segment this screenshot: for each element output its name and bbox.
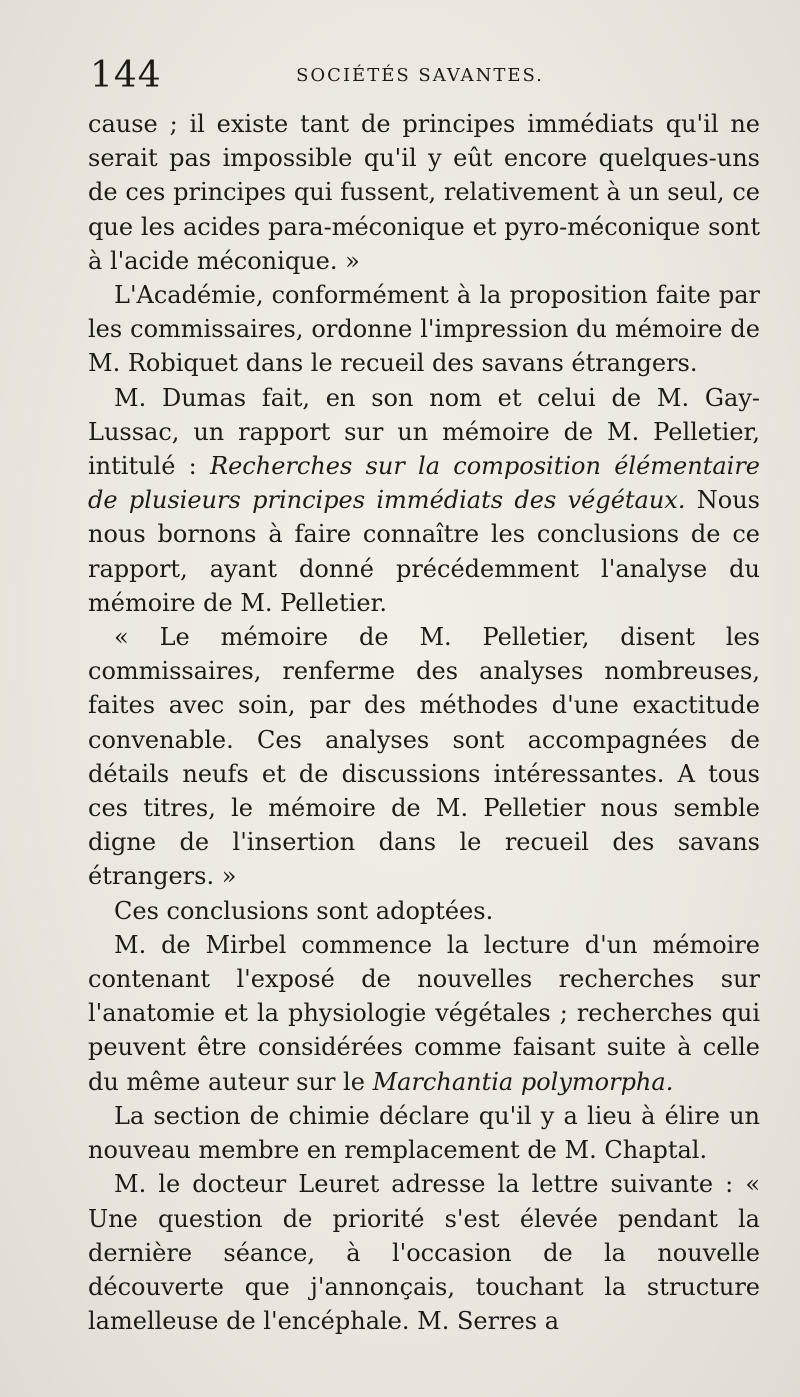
paragraph: [88, 1099, 760, 1167]
italic-text: Marchantia polymorpha.: [372, 1067, 674, 1096]
paragraph-text: cause ; il existe tant de principes immédiats qu'il ne serait pas impossible qu'il y eût encore quelques-uns de ces principes qui fussent, relativement à un seul, ce que les acides para-méconique et pyro-méconique sont à l'acide méconique. »: [88, 110, 760, 275]
paragraph: [88, 1167, 760, 1338]
paragraph-text: Ces conclusions sont adoptées.: [114, 896, 494, 925]
paragraph-text: Nous nous bornons à faire connaître les conclusions de ce rapport, ayant donné précédemment l'analyse du mémoire de M. Pelletier.: [88, 486, 760, 617]
paragraph-text: M. le docteur Leuret adresse la lettre suivante : « Une question de priorité s'est élevée pendant la dernière séance, à l'occasion de la nouvelle découverte que j'annonçais, touchant la structure lamelleuse de l'encéphale. M. Serres a: [88, 1170, 760, 1336]
paragraph: [88, 278, 760, 381]
paragraph-text: M. Dumas fait, en son nom et celui de M. Gay-Lussac, un rapport sur un mémoire de M. Pelletier, intitulé :: [88, 383, 760, 481]
paragraph: [88, 381, 760, 620]
page-header: [90, 50, 750, 110]
paragraph-text: L'Académie, conformément à la proposition faite par les commissaires, ordonne l'impression du mémoire de M. Robiquet dans le recueil des savans étrangers.: [88, 281, 760, 378]
paragraph: [88, 928, 760, 1099]
paragraph: [88, 107, 760, 278]
paragraph-text: M. de Mirbel commence la lecture d'un mémoire contenant l'exposé de nouvelles recherches sur l'anatomie et la physiologie végétales ; recherches qui peuvent être considérées comme faisant suite à celle du même auteur sur le: [88, 930, 760, 1096]
paragraph: [88, 894, 760, 928]
body-text: [88, 107, 760, 1338]
paragraph: [88, 620, 760, 894]
page-number: 144: [90, 55, 162, 96]
paragraph-text: « Le mémoire de M. Pelletier, disent les commissaires, renferme des analyses nombreuses, faites avec soin, par des méthodes d'une exactitude convenable. Ces analyses sont accompagnées de détails neufs et de discussions intéressantes. A tous ces titres, le mémoire de M. Pelletier nous semble digne de l'insertion dans le recueil des savans étrangers. »: [88, 623, 760, 891]
italic-text: Recherches sur la composition élémentaire de plusieurs principes immédiats des végétaux.: [88, 452, 761, 515]
running-head: SOCIÉTÉS SAVANTES.: [296, 65, 544, 86]
paragraph-text: La section de chimie déclare qu'il y a lieu à élire un nouveau membre en remplacement de M. Chaptal.: [88, 1101, 760, 1165]
